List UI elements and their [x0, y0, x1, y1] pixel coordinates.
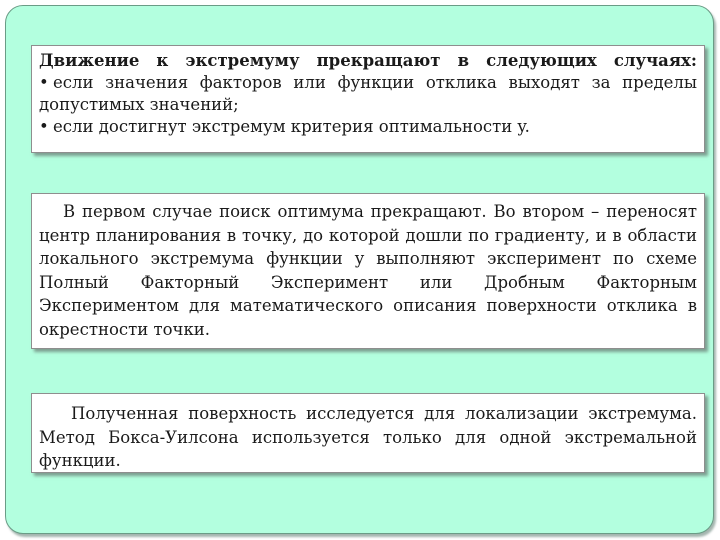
bullet-item	[39, 116, 697, 138]
conditions-heading: Движение к экстремуму прекращают в следующих случаях:	[39, 51, 697, 70]
bullet-text: если значения факторов или функции отклика выходят за пределы допустимых значений;	[39, 73, 697, 114]
bullet-icon: •	[39, 117, 49, 136]
bullet-icon: •	[39, 73, 49, 92]
conclusion-text: Полученная поверхность исследуется для локализации экстремума. Метод Бокса-Уилсона используется только для одной экстремальной функции.	[39, 404, 697, 470]
conclusion-box	[31, 393, 705, 473]
procedure-box	[31, 193, 705, 349]
procedure-text: В первом случае поиск оптимума прекращают. Во втором – переносят центр планирования в точку, до которой дошли по градиенту, и в области локального экстремума функции y выполняют эксперимент по схеме Полный Факторный Эксперимент или Дробным Факторным Экспериментом для математического описания поверхности отклика в окрестности точки.	[39, 202, 697, 339]
slide-background	[5, 5, 714, 534]
bullet-item	[39, 72, 697, 116]
bullet-text: если достигнут экстремум критерия оптимальности y.	[53, 117, 530, 136]
conditions-box	[31, 45, 705, 153]
